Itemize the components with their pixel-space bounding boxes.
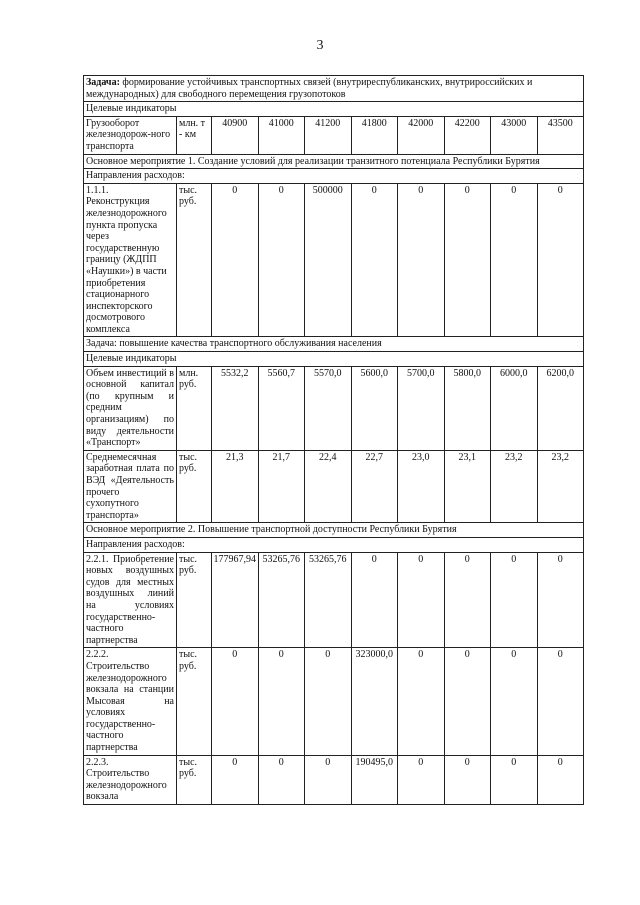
- value-cell: 0: [491, 552, 538, 648]
- indicators-heading-row: [84, 102, 584, 117]
- task-label: Задача:: [86, 77, 120, 88]
- table-row: [84, 755, 584, 804]
- row-name: 2.2.3. Строительство железнодорожного вокзала: [84, 755, 177, 804]
- table-row: [84, 366, 584, 450]
- activity-row-1: [84, 154, 584, 169]
- value-cell: 0: [212, 648, 259, 755]
- value-cell: 323000,0: [351, 648, 398, 755]
- value-cell: 0: [212, 755, 259, 804]
- value-cell: 190495,0: [351, 755, 398, 804]
- value-cell: 41200: [305, 116, 352, 154]
- value-cell: 0: [537, 552, 584, 648]
- value-cell: 0: [398, 552, 445, 648]
- value-cell: 0: [491, 755, 538, 804]
- table-row: [84, 552, 584, 648]
- value-cell: 0: [444, 552, 491, 648]
- task-row-2: [84, 337, 584, 352]
- table-row: [84, 116, 584, 154]
- value-cell: 23,2: [491, 450, 538, 523]
- page-number: 3: [316, 38, 324, 53]
- value-cell: 42000: [398, 116, 445, 154]
- value-cell: 5532,2: [212, 366, 259, 450]
- value-cell: 177967,94: [212, 552, 259, 648]
- value-cell: 0: [258, 755, 305, 804]
- value-cell: 40900: [212, 116, 259, 154]
- row-unit: тыс. руб.: [177, 755, 212, 804]
- directions-heading: Направления расходов:: [84, 537, 584, 552]
- value-cell: 0: [537, 648, 584, 755]
- value-cell: 5600,0: [351, 366, 398, 450]
- value-cell: 500000: [305, 183, 352, 337]
- value-cell: 6200,0: [537, 366, 584, 450]
- task-heading: Задача: повышение качества транспортного обслуживания населения: [84, 337, 584, 352]
- row-name: 1.1.1. Реконструкция железнодорожного пункта пропуска через государственную границу (ЖДПП «Наушки») в части приобретения стационарного инспекторского досмотрового комплекса: [84, 183, 177, 337]
- value-cell: 0: [258, 183, 305, 337]
- task-text: формирование устойчивых транспортных связей (внутриреспубликанских, внутрироссийских и международных) для свободного перемещения грузопотоков: [86, 77, 533, 100]
- value-cell: 53265,76: [258, 552, 305, 648]
- indicators-heading: Целевые индикаторы: [84, 352, 584, 367]
- value-cell: 5800,0: [444, 366, 491, 450]
- value-cell: 41800: [351, 116, 398, 154]
- value-cell: 23,1: [444, 450, 491, 523]
- table-row: [84, 648, 584, 755]
- activity-row-2: [84, 523, 584, 538]
- value-cell: 0: [491, 648, 538, 755]
- row-unit: тыс. руб.: [177, 183, 212, 337]
- value-cell: 6000,0: [491, 366, 538, 450]
- value-cell: 0: [212, 183, 259, 337]
- activity-heading: Основное мероприятие 2. Повышение транспортной доступности Республики Бурятия: [84, 523, 584, 538]
- row-unit: млн. т - км: [177, 116, 212, 154]
- value-cell: 0: [305, 755, 352, 804]
- value-cell: 0: [398, 648, 445, 755]
- value-cell: 22,4: [305, 450, 352, 523]
- value-cell: 5560,7: [258, 366, 305, 450]
- value-cell: 0: [305, 648, 352, 755]
- task-row-1: [84, 76, 584, 102]
- value-cell: 0: [398, 755, 445, 804]
- indicators-heading-row: [84, 352, 584, 367]
- value-cell: 23,0: [398, 450, 445, 523]
- value-cell: 0: [258, 648, 305, 755]
- row-unit: тыс. руб.: [177, 552, 212, 648]
- value-cell: 0: [537, 755, 584, 804]
- directions-heading-row: [84, 169, 584, 184]
- indicators-heading: Целевые индикаторы: [84, 102, 584, 117]
- row-name: Объем инвестиций в основной капитал (по крупным и средним организациям) по виду деятельности «Транспорт»: [84, 366, 177, 450]
- directions-heading: Направления расходов:: [84, 169, 584, 184]
- value-cell: 5570,0: [305, 366, 352, 450]
- table-row: [84, 450, 584, 523]
- row-unit: тыс. руб.: [177, 648, 212, 755]
- value-cell: 0: [491, 183, 538, 337]
- value-cell: 43500: [537, 116, 584, 154]
- row-name: Среднемесячная заработная плата по ВЭД «Деятельность прочего сухопутного транспорта»: [84, 450, 177, 523]
- value-cell: 23,2: [537, 450, 584, 523]
- table-row: [84, 183, 584, 337]
- value-cell: 0: [444, 755, 491, 804]
- value-cell: 43000: [491, 116, 538, 154]
- value-cell: 0: [398, 183, 445, 337]
- value-cell: 42200: [444, 116, 491, 154]
- row-unit: млн. руб.: [177, 366, 212, 450]
- value-cell: 0: [351, 552, 398, 648]
- value-cell: 0: [444, 648, 491, 755]
- value-cell: 22,7: [351, 450, 398, 523]
- value-cell: 53265,76: [305, 552, 352, 648]
- row-unit: тыс. руб.: [177, 450, 212, 523]
- row-name: Грузооборот железнодорож-ного транспорта: [84, 116, 177, 154]
- row-name: 2.2.1. Приобретение новых воздушных судов для местных воздушных линий на условиях государственно-частного партнерства: [84, 552, 177, 648]
- program-table: [83, 75, 584, 805]
- value-cell: 21,3: [212, 450, 259, 523]
- activity-heading: Основное мероприятие 1. Создание условий для реализации транзитного потенциала Республики Бурятия: [84, 154, 584, 169]
- value-cell: 21,7: [258, 450, 305, 523]
- value-cell: 0: [444, 183, 491, 337]
- value-cell: 0: [351, 183, 398, 337]
- row-name: 2.2.2. Строительство железнодорожного вокзала на станции Мысовая на условиях государственно-частного партнерства: [84, 648, 177, 755]
- value-cell: 5700,0: [398, 366, 445, 450]
- value-cell: 41000: [258, 116, 305, 154]
- value-cell: 0: [537, 183, 584, 337]
- directions-heading-row: [84, 537, 584, 552]
